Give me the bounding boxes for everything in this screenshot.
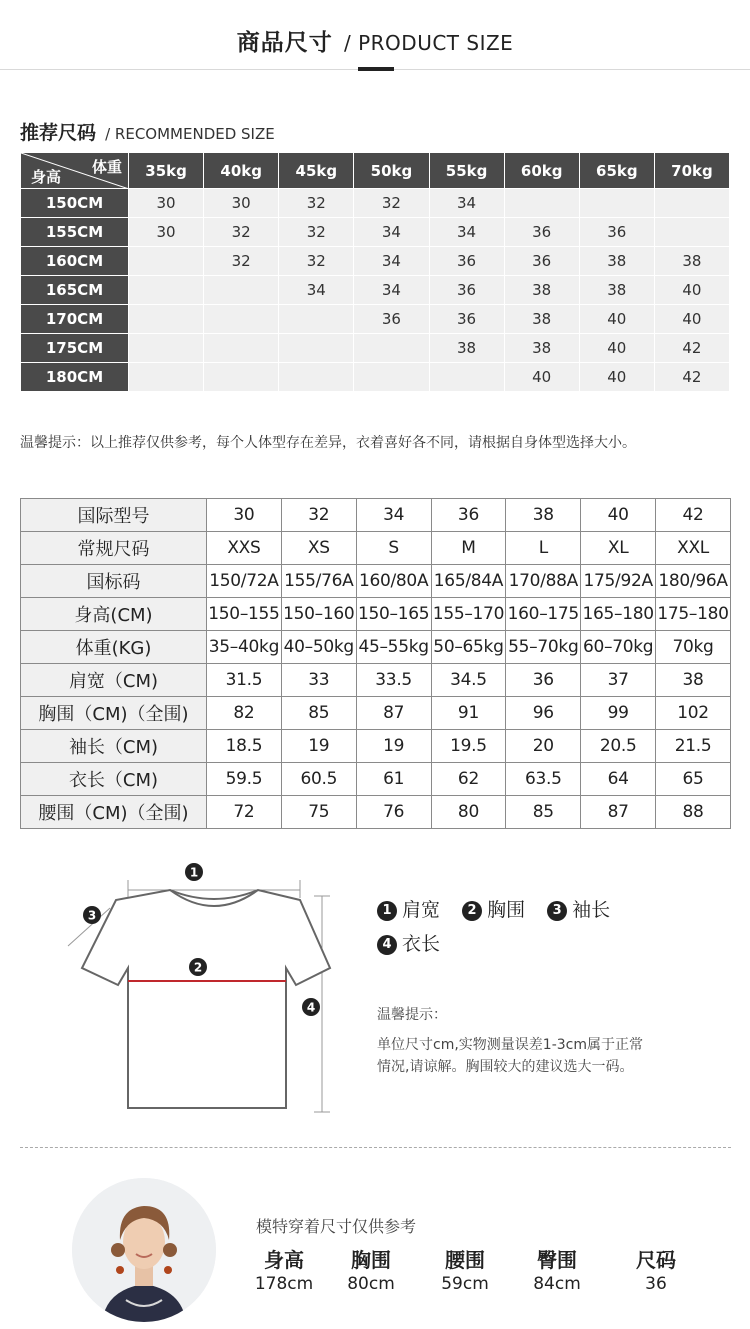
measure-legend <box>377 895 626 963</box>
size-chart-cell: XXL <box>656 532 731 565</box>
legend-item-shoulder <box>377 895 440 922</box>
size-chart-row-label: 衣长（CM) <box>21 763 207 796</box>
corner-height-label: 身高 <box>31 168 62 186</box>
tshirt-outline <box>82 890 330 1108</box>
weight-header: 65kg <box>579 153 654 189</box>
model-stat-value: 178cm <box>254 1274 314 1294</box>
size-chart-row-label: 肩宽（CM) <box>21 664 207 697</box>
size-chart-cell: 18.5 <box>207 730 282 763</box>
size-chart-row-label: 国际型号 <box>21 499 207 532</box>
size-chart-row <box>21 697 731 730</box>
height-label: 150CM <box>21 189 129 218</box>
size-chart-cell: 150–160 <box>281 598 356 631</box>
height-label: 155CM <box>21 218 129 247</box>
size-chart-cell: XS <box>281 532 356 565</box>
size-chart-cell: 175/92A <box>581 565 656 598</box>
size-chart-cell: 87 <box>581 796 656 829</box>
legend-badge: 1 <box>377 901 397 921</box>
svg-text:2: 2 <box>193 960 203 975</box>
page-title-en: / PRODUCT SIZE <box>344 31 514 55</box>
size-chart-cell: 65 <box>656 763 731 796</box>
recommended-size-cell: 30 <box>129 189 204 218</box>
model-stat-waist <box>425 1244 505 1294</box>
recommended-size-cell: 32 <box>204 247 279 276</box>
recommended-size-cell: 32 <box>354 189 429 218</box>
size-chart-cell: 88 <box>656 796 731 829</box>
measure-note <box>377 1004 697 1078</box>
recommended-size-cell <box>204 363 279 392</box>
size-chart-row <box>21 631 731 664</box>
weight-header: 60kg <box>504 153 579 189</box>
recommended-size-cell <box>204 334 279 363</box>
size-chart-cell: 36 <box>431 499 506 532</box>
size-chart-row-label: 常规尺码 <box>21 532 207 565</box>
size-chart-cell: XXS <box>207 532 282 565</box>
size-chart-row <box>21 796 731 829</box>
weight-header: 45kg <box>279 153 354 189</box>
weight-header: 70kg <box>654 153 729 189</box>
recommended-size-cell <box>129 305 204 334</box>
recommended-row <box>21 334 730 363</box>
size-chart-row-label: 胸围（CM)（全围) <box>21 697 207 730</box>
size-chart-cell: 160/80A <box>356 565 431 598</box>
size-chart-cell: 102 <box>656 697 731 730</box>
model-stat-height <box>244 1244 324 1294</box>
size-chart-cell: 85 <box>506 796 581 829</box>
size-chart-cell: 40 <box>581 499 656 532</box>
recommended-size-cell <box>654 189 729 218</box>
recommended-size-cell <box>129 363 204 392</box>
recommended-size-cell: 34 <box>429 189 504 218</box>
weight-header-row <box>21 153 730 189</box>
size-chart-cell: 63.5 <box>506 763 581 796</box>
legend-label: 肩宽 <box>402 899 441 921</box>
recommended-size-cell <box>129 276 204 305</box>
height-label: 170CM <box>21 305 129 334</box>
size-chart-cell: 38 <box>506 499 581 532</box>
size-chart-cell: 76 <box>356 796 431 829</box>
marker-4-icon <box>302 998 320 1016</box>
size-chart-body <box>21 499 731 829</box>
recommended-size-cell: 38 <box>579 276 654 305</box>
size-chart-row-label: 国标码 <box>21 565 207 598</box>
recommended-size-cell: 38 <box>504 305 579 334</box>
recommended-size-cell <box>279 363 354 392</box>
model-stat-value: 59cm <box>441 1274 489 1294</box>
model-stat-hip <box>517 1244 597 1294</box>
recommended-size-cell: 38 <box>429 334 504 363</box>
section-dashed-divider <box>20 1147 731 1148</box>
weight-header: 35kg <box>129 153 204 189</box>
size-chart-cell: M <box>431 532 506 565</box>
page-title <box>0 24 750 57</box>
recommended-row <box>21 218 730 247</box>
marker-3-icon <box>83 906 101 924</box>
size-chart-cell: 33 <box>281 664 356 697</box>
size-chart-cell: 33.5 <box>356 664 431 697</box>
legend-badge: 3 <box>547 901 567 921</box>
size-chart-cell: 42 <box>656 499 731 532</box>
size-chart-row-label: 袖长（CM) <box>21 730 207 763</box>
recommended-size-cell: 38 <box>504 276 579 305</box>
size-chart-cell: 60.5 <box>281 763 356 796</box>
size-chart-cell: 85 <box>281 697 356 730</box>
size-chart-cell: 87 <box>356 697 431 730</box>
size-chart-cell: 60–70kg <box>581 631 656 664</box>
size-chart-row-label: 腰围（CM)（全围) <box>21 796 207 829</box>
size-chart-cell: 160–175 <box>506 598 581 631</box>
recommended-size-table <box>20 152 730 392</box>
recommended-title-zh: 推荐尺码 <box>20 122 97 144</box>
size-chart-cell: 59.5 <box>207 763 282 796</box>
size-chart-cell: 35–40kg <box>207 631 282 664</box>
size-chart-cell: 34 <box>356 499 431 532</box>
size-chart-row <box>21 499 731 532</box>
model-reference-title: 模特穿着尺寸仅供参考 <box>256 1217 417 1236</box>
size-chart-cell: 20 <box>506 730 581 763</box>
size-chart-row <box>21 532 731 565</box>
recommended-size-cell: 32 <box>204 218 279 247</box>
size-chart-cell: 64 <box>581 763 656 796</box>
recommended-row <box>21 189 730 218</box>
recommended-size-cell: 36 <box>429 247 504 276</box>
recommended-row <box>21 305 730 334</box>
note-line: 单位尺寸cm,实物测量误差1-3cm属于正常 <box>377 1037 643 1053</box>
height-label: 160CM <box>21 247 129 276</box>
size-chart-cell: 180/96A <box>656 565 731 598</box>
model-stat-key: 臀围 <box>537 1248 577 1272</box>
recommended-size-cell <box>129 334 204 363</box>
legend-item-sleeve <box>547 895 610 922</box>
size-chart-cell: 61 <box>356 763 431 796</box>
legend-item-length <box>377 929 440 956</box>
size-chart-cell: 50–65kg <box>431 631 506 664</box>
recommended-size-cell <box>654 218 729 247</box>
size-chart-cell: 55–70kg <box>506 631 581 664</box>
tshirt-measure-diagram <box>60 850 360 1120</box>
svg-text:3: 3 <box>87 908 97 923</box>
note-line: 情况,请谅解。胸围较大的建议选大一码。 <box>377 1059 634 1075</box>
recommended-size-cell: 34 <box>354 276 429 305</box>
size-chart-cell: 91 <box>431 697 506 730</box>
corner-header-cell <box>21 153 129 189</box>
recommended-size-cell: 30 <box>129 218 204 247</box>
recommended-size-cell: 40 <box>579 305 654 334</box>
size-chart-cell: 40–50kg <box>281 631 356 664</box>
size-chart-cell: S <box>356 532 431 565</box>
recommended-size-cell <box>204 276 279 305</box>
size-chart-cell: 37 <box>581 664 656 697</box>
size-chart-cell: 150/72A <box>207 565 282 598</box>
recommended-size-cell: 36 <box>504 218 579 247</box>
legend-label: 衣长 <box>402 933 441 955</box>
svg-text:4: 4 <box>306 1000 316 1015</box>
recommended-row <box>21 276 730 305</box>
size-chart-cell: 38 <box>656 664 731 697</box>
size-chart-cell: 96 <box>506 697 581 730</box>
weight-header: 55kg <box>429 153 504 189</box>
size-chart-cell: 19.5 <box>431 730 506 763</box>
height-label: 180CM <box>21 363 129 392</box>
model-stat-key: 腰围 <box>445 1248 485 1272</box>
weight-header: 40kg <box>204 153 279 189</box>
recommended-size-cell: 36 <box>429 276 504 305</box>
size-chart-cell: 175–180 <box>656 598 731 631</box>
model-stat-value: 80cm <box>347 1274 395 1294</box>
legend-badge: 2 <box>462 901 482 921</box>
model-avatar <box>72 1178 216 1322</box>
model-stat-size <box>616 1244 696 1294</box>
page-header <box>0 0 750 70</box>
recommended-table-body <box>21 189 730 392</box>
recommended-size-cell: 34 <box>354 218 429 247</box>
header-underline-accent <box>358 67 394 71</box>
recommended-size-cell: 36 <box>429 305 504 334</box>
recommended-size-cell: 34 <box>279 276 354 305</box>
model-stat-key: 胸围 <box>351 1248 391 1272</box>
recommended-size-cell: 32 <box>279 247 354 276</box>
size-chart-cell: 30 <box>207 499 282 532</box>
size-chart-cell: 70kg <box>656 631 731 664</box>
size-chart-cell: 36 <box>506 664 581 697</box>
size-chart-cell: 21.5 <box>656 730 731 763</box>
size-chart-table <box>20 498 731 829</box>
page-title-zh: 商品尺寸 <box>236 30 333 56</box>
recommended-size-cell: 42 <box>654 363 729 392</box>
size-chart-cell: 80 <box>431 796 506 829</box>
recommended-size-cell: 34 <box>429 218 504 247</box>
legend-label: 袖长 <box>572 899 611 921</box>
recommended-title-en: / RECOMMENDED SIZE <box>105 125 275 143</box>
size-chart-cell: 155–170 <box>431 598 506 631</box>
size-chart-cell: 72 <box>207 796 282 829</box>
model-stat-key: 身高 <box>264 1248 304 1272</box>
marker-1-icon <box>185 863 203 881</box>
size-chart-row-label: 体重(KG) <box>21 631 207 664</box>
size-chart-cell: 19 <box>356 730 431 763</box>
model-portrait-image <box>72 1178 216 1322</box>
size-chart-cell: 19 <box>281 730 356 763</box>
size-chart-cell: 32 <box>281 499 356 532</box>
recommended-size-cell: 32 <box>279 189 354 218</box>
model-stat-key: 尺码 <box>636 1248 676 1272</box>
size-chart-row <box>21 730 731 763</box>
recommended-size-cell: 42 <box>654 334 729 363</box>
size-chart-cell: 62 <box>431 763 506 796</box>
recommended-size-cell: 40 <box>579 334 654 363</box>
recommended-row <box>21 363 730 392</box>
model-stat-bust <box>331 1244 411 1294</box>
height-label: 175CM <box>21 334 129 363</box>
size-chart-cell: 20.5 <box>581 730 656 763</box>
weight-header: 50kg <box>354 153 429 189</box>
recommended-size-cell: 32 <box>279 218 354 247</box>
size-chart-cell: L <box>506 532 581 565</box>
size-chart-cell: XL <box>581 532 656 565</box>
recommended-size-cell: 36 <box>354 305 429 334</box>
recommended-size-cell <box>429 363 504 392</box>
note-title: 温馨提示： <box>377 1007 447 1023</box>
recommended-size-cell: 38 <box>654 247 729 276</box>
legend-badge: 4 <box>377 935 397 955</box>
size-chart-cell: 150–165 <box>356 598 431 631</box>
recommended-size-cell: 38 <box>504 334 579 363</box>
size-chart-cell: 34.5 <box>431 664 506 697</box>
legend-row <box>377 929 626 963</box>
legend-item-chest <box>462 895 525 922</box>
recommended-size-cell <box>279 334 354 363</box>
size-chart-cell: 165/84A <box>431 565 506 598</box>
size-chart-cell: 165–180 <box>581 598 656 631</box>
size-chart-cell: 155/76A <box>281 565 356 598</box>
model-stat-value: 84cm <box>533 1274 581 1294</box>
size-chart-cell: 31.5 <box>207 664 282 697</box>
size-chart-cell: 82 <box>207 697 282 730</box>
size-chart-row-label: 身高(CM) <box>21 598 207 631</box>
recommended-size-cell: 30 <box>204 189 279 218</box>
height-label: 165CM <box>21 276 129 305</box>
size-chart-row <box>21 565 731 598</box>
recommended-row <box>21 247 730 276</box>
recommended-size-cell <box>504 189 579 218</box>
recommended-size-cell <box>579 189 654 218</box>
legend-row <box>377 895 626 929</box>
recommended-size-cell: 38 <box>579 247 654 276</box>
recommended-size-cell: 40 <box>579 363 654 392</box>
size-chart-row <box>21 763 731 796</box>
recommended-size-cell: 34 <box>354 247 429 276</box>
recommended-size-cell <box>129 247 204 276</box>
recommended-size-cell <box>279 305 354 334</box>
size-chart-cell: 150–155 <box>207 598 282 631</box>
recommended-size-cell <box>354 363 429 392</box>
size-chart-cell: 45–55kg <box>356 631 431 664</box>
recommended-size-cell <box>354 334 429 363</box>
size-chart-cell: 170/88A <box>506 565 581 598</box>
recommended-size-cell <box>204 305 279 334</box>
size-chart-cell: 99 <box>581 697 656 730</box>
recommended-size-cell: 40 <box>504 363 579 392</box>
legend-label: 胸围 <box>487 899 526 921</box>
corner-weight-label: 体重 <box>91 158 122 176</box>
size-chart-row <box>21 664 731 697</box>
recommended-size-cell: 36 <box>504 247 579 276</box>
size-chart-cell: 75 <box>281 796 356 829</box>
model-stat-value: 36 <box>645 1274 667 1294</box>
recommendation-tip: 温馨提示：以上推荐仅供参考，每个人体型存在差异，衣着喜好各不同，请根据自身体型选择大小。 <box>20 435 636 451</box>
size-chart-row <box>21 598 731 631</box>
recommended-section-title <box>20 118 275 145</box>
marker-2-icon <box>189 958 207 976</box>
recommended-size-cell: 40 <box>654 276 729 305</box>
svg-text:1: 1 <box>189 865 199 880</box>
recommended-size-cell: 36 <box>579 218 654 247</box>
recommended-size-cell: 40 <box>654 305 729 334</box>
